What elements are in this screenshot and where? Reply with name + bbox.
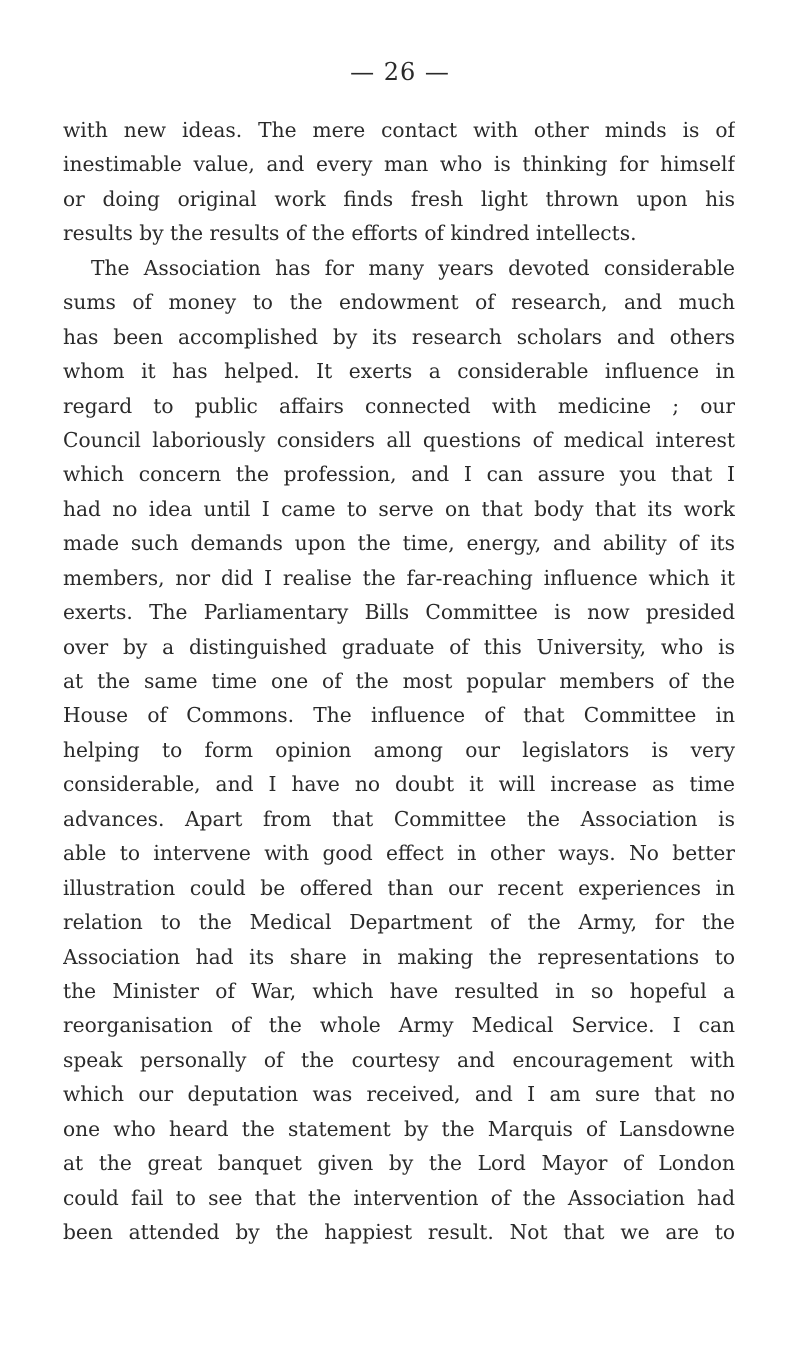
text-line: the Minister of War, which have resulted in so hopeful a — [63, 978, 735, 1003]
text-line: had no idea until I came to serve on that body that its work — [63, 496, 735, 521]
text-line: over by a distinguished graduate of this University, who is — [63, 634, 735, 659]
text-line: which our deputation was received, and I am sure that no — [63, 1082, 735, 1107]
text-line: regard to public affairs connected with medicine ; our — [63, 393, 735, 418]
text-line: considerable, and I have no doubt it will increase as time — [63, 772, 735, 797]
text-line: speak personally of the courtesy and encouragement with — [63, 1047, 735, 1072]
text-line: been attended by the happiest result. Not that we are to — [63, 1220, 735, 1244]
text-line: inestimable value, and every man who is thinking for himself — [63, 152, 735, 177]
text-line: at the same time one of the most popular members of the — [63, 669, 735, 693]
text-line: helping to form opinion among our legislators is very — [63, 737, 735, 762]
text-line: has been accomplished by its research scholars and others — [63, 324, 735, 349]
text-line: Association had its share in making the representations to — [63, 944, 735, 969]
text-line: reorganisation of the whole Army Medical Service. I can — [63, 1013, 735, 1038]
text-line: able to intervene with good effect in other ways. No better — [63, 841, 735, 866]
body-text — [63, 113, 735, 1249]
text-line: results by the results of the efforts of kindred intellects. — [63, 221, 637, 246]
text-line: made such demands upon the time, energy, and ability of its — [63, 531, 735, 556]
text-line: which concern the profession, and I can assure you that I — [63, 462, 735, 487]
text-line: exerts. The Parliamentary Bills Committee is now presided — [63, 600, 735, 625]
text-line: illustration could be offered than our recent experiences in — [63, 875, 735, 900]
text-line: House of Commons. The influence of that Committee in — [63, 703, 735, 728]
text-line: whom it has helped. It exerts a considerable influence in — [63, 359, 735, 384]
text-line: could fail to see that the intervention of the Association had — [63, 1185, 735, 1210]
text-line: advances. Apart from that Committee the Association is — [63, 806, 735, 831]
text-line: Council laboriously considers all questions of medical interest — [63, 427, 735, 452]
paragraph-first-line: The Association has for many years devoted considerable — [91, 255, 735, 280]
text-line: relation to the Medical Department of the Army, for the — [63, 910, 735, 935]
text-line: or doing original work finds fresh light thrown upon his — [63, 186, 735, 211]
text-line: one who heard the statement by the Marquis of Lansdowne — [63, 1116, 735, 1141]
text-line: at the great banquet given by the Lord Mayor of London — [63, 1151, 735, 1176]
text-line: sums of money to the endowment of research, and much — [63, 290, 735, 315]
text-line: members, nor did I realise the far-reaching influence which it — [63, 565, 735, 590]
page-number: — 26 — — [350, 58, 450, 86]
text-line: with new ideas. The mere contact with other minds is of — [63, 118, 735, 142]
